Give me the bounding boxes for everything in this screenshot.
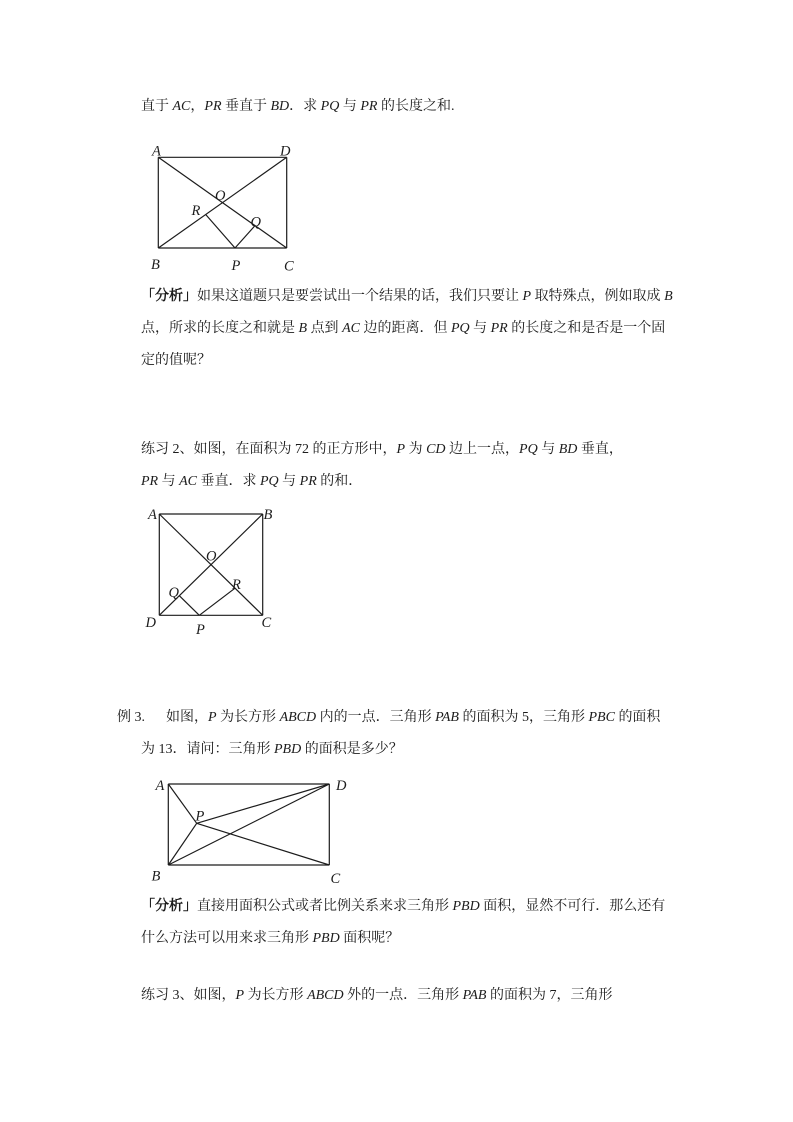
- body-text: 练习 2、如图，在面积为 72 的正方形中，: [141, 442, 397, 457]
- body-text: 与: [278, 474, 300, 489]
- vertex-label-O: O: [206, 548, 217, 565]
- body-text: 的面积为 7，三角形: [486, 988, 613, 1003]
- body-text: 与: [469, 321, 491, 336]
- body-text: 的面积为 5，三角形: [458, 710, 589, 725]
- body-text: 垂直．求: [197, 474, 260, 489]
- math-variable: PBC: [588, 710, 615, 725]
- body-text: 为长方形: [216, 710, 280, 725]
- figure-line: [168, 823, 196, 865]
- math-variable: PR: [204, 99, 222, 114]
- math-variable: PR: [141, 474, 159, 489]
- math-variable: AC: [179, 474, 197, 489]
- vertex-label-R: R: [191, 203, 201, 219]
- math-variable: B: [298, 321, 308, 336]
- math-variable: BD: [558, 442, 578, 457]
- vertex-label-A: A: [148, 507, 157, 523]
- body-text: 外的一点．三角形: [343, 988, 463, 1003]
- paragraph-analysis-1: [141, 281, 673, 377]
- body-text: 什么方法可以用来求三角形: [141, 931, 313, 946]
- text-line: [141, 891, 665, 923]
- vertex-label-B: B: [151, 257, 160, 273]
- math-variable: BD: [270, 99, 290, 114]
- paragraph-example-3: [117, 702, 660, 766]
- vertex-label-D: D: [280, 143, 291, 160]
- vertex-label-P: P: [231, 258, 241, 274]
- math-variable: PAB: [462, 988, 487, 1003]
- math-variable: PAB: [435, 710, 459, 725]
- math-variable: PQ: [320, 99, 340, 114]
- figure-line: [168, 784, 196, 823]
- vertex-label-Q: Q: [250, 214, 261, 231]
- body-text: ，: [190, 99, 205, 114]
- bold-label: 「分析」: [141, 899, 197, 914]
- body-text: 练习 3、如图，: [141, 988, 236, 1003]
- math-variable: PR: [299, 474, 317, 489]
- paragraph-intro: [141, 91, 454, 123]
- body-text: 面积呢？: [339, 931, 400, 946]
- math-variable: P: [235, 988, 245, 1003]
- text-line: [141, 923, 665, 955]
- vertex-label-P: P: [195, 808, 205, 825]
- body-text: 面积，显然不可行．那么还有: [479, 899, 666, 914]
- math-variable: PBD: [452, 899, 480, 914]
- body-text: 直接用面积公式或者比例关系来求三角形: [197, 899, 453, 914]
- math-variable: PQ: [260, 474, 279, 489]
- math-variable: ABCD: [307, 988, 344, 1003]
- body-text: 为 13．请问：三角形: [141, 742, 274, 757]
- math-variable: B: [664, 289, 673, 304]
- text-line: [141, 980, 612, 1012]
- vertex-label-O: O: [215, 188, 226, 204]
- math-variable: P: [522, 289, 532, 304]
- geometry-figure-svg: [142, 503, 277, 640]
- text-line: [141, 434, 623, 466]
- vertex-label-Q: Q: [168, 585, 179, 601]
- body-text: 的长度之和是否是一个固: [507, 321, 666, 336]
- body-text: 边上一点，: [445, 442, 520, 457]
- body-text: 例 3. 如图，: [117, 710, 208, 725]
- body-text: 内的一点．三角形: [316, 710, 436, 725]
- vertex-label-C: C: [261, 615, 272, 631]
- body-text: 的面积是多少？: [301, 742, 403, 757]
- geometry-figure-svg: [145, 140, 297, 276]
- math-variable: PBD: [312, 931, 340, 946]
- math-variable: PBD: [274, 742, 302, 757]
- geometry-figure-svg: [150, 772, 350, 889]
- body-text: 垂直于: [221, 99, 271, 114]
- figure-line: [197, 823, 330, 865]
- body-text: 垂直，: [577, 442, 623, 457]
- body-text: 边的距离．但: [359, 321, 451, 336]
- math-variable: CD: [426, 442, 446, 457]
- figure-line: [168, 784, 329, 865]
- body-text: 定的值呢？: [141, 353, 211, 368]
- paragraph-exercise-3: [141, 980, 612, 1012]
- vertex-label-R: R: [232, 577, 241, 593]
- vertex-label-B: B: [263, 507, 273, 523]
- figure-line: [199, 588, 235, 615]
- body-text: 的长度之和.: [377, 99, 455, 114]
- math-variable: PQ: [519, 442, 538, 457]
- body-text: 直于: [141, 99, 173, 114]
- text-line: [141, 466, 623, 498]
- math-variable: PQ: [450, 321, 470, 336]
- vertex-label-P: P: [196, 622, 205, 638]
- math-variable: ABCD: [279, 710, 317, 725]
- figure-rectangle-diagonals-1: [145, 140, 297, 281]
- text-line: [141, 313, 673, 345]
- body-text: 的和．: [316, 474, 363, 489]
- math-variable: AC: [342, 321, 360, 336]
- body-text: 如果这道题只是要尝试出一个结果的话，我们只要让: [197, 289, 523, 304]
- vertex-label-C: C: [284, 258, 294, 275]
- body-text: 的面积: [614, 710, 661, 725]
- math-variable: P: [208, 710, 217, 725]
- bold-label: 「分析」: [141, 289, 197, 304]
- vertex-label-C: C: [330, 871, 341, 887]
- body-text: 为长方形: [244, 988, 308, 1003]
- body-text: 与: [158, 474, 180, 489]
- body-text: 取特殊点，例如取成: [531, 289, 665, 304]
- figure-line: [179, 596, 199, 616]
- body-text: 与: [537, 442, 559, 457]
- text-line: [117, 702, 660, 734]
- vertex-label-A: A: [152, 143, 161, 160]
- text-line: [141, 91, 454, 123]
- figure-rectangle-point-3: [150, 772, 350, 894]
- vertex-label-A: A: [155, 778, 165, 794]
- figure-square-diagonals-2: [142, 503, 277, 645]
- vertex-label-D: D: [145, 615, 156, 631]
- text-line: [141, 345, 673, 377]
- text-line: [141, 281, 673, 313]
- paragraph-analysis-2: [141, 891, 665, 955]
- body-text: 点到: [307, 321, 343, 336]
- body-text: 点，所求的长度之和就是: [141, 321, 299, 336]
- text-line: [117, 734, 660, 766]
- math-variable: AC: [172, 99, 191, 114]
- body-text: 与: [339, 99, 361, 114]
- math-variable: PR: [360, 99, 378, 114]
- figure-line: [206, 215, 235, 249]
- body-text: ．求: [289, 99, 321, 114]
- body-text: 为: [405, 442, 427, 457]
- math-variable: P: [396, 442, 406, 457]
- vertex-label-B: B: [151, 868, 161, 885]
- vertex-label-D: D: [336, 778, 347, 794]
- math-variable: PR: [490, 321, 508, 336]
- paragraph-exercise-2: [141, 434, 623, 498]
